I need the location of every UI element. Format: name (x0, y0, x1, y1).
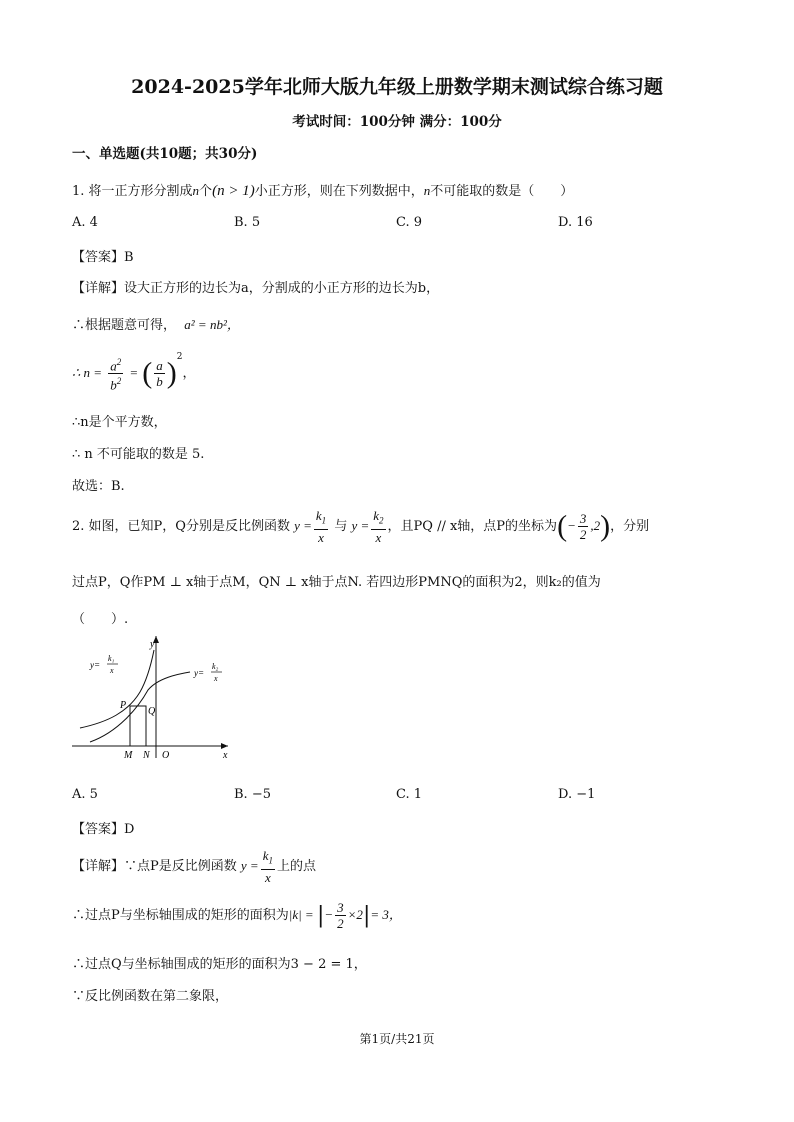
section-heading: 一、单选题(共10题；共30分) (72, 146, 258, 162)
q1-stem-part-d: 不可能取的数是（ ） (430, 184, 574, 199)
curve-k2-label-den: x (214, 674, 218, 683)
curve-k1-label-den: x (110, 666, 114, 675)
q2-detail-line-3: ∴过点Q与坐标轴围成的矩形的面积为3 − 2 = 1， (72, 957, 367, 972)
q1-option-c: C. 9 (396, 215, 423, 230)
q2-option-d: D. −1 (558, 787, 596, 802)
question-2-stem-line-2: 过点P，Q作PM ⊥ x轴于点M，QN ⊥ x轴于点N. 若四边形PMNQ的面积为2，则k₂的值为 (72, 575, 601, 590)
label-point-q: Q (148, 706, 156, 717)
q1-detail-line-4: ∴n是个平方数， (72, 415, 167, 430)
q2-option-a: A. 5 (72, 787, 98, 802)
q1-stem-part-a: 1. 将一正方形分割成 (72, 184, 193, 199)
question-1-stem (72, 180, 573, 200)
q1-detail-line-3: ∴ n = $\frac{a^2}{b^2}$ = ( $\frac{a}{b}$ )$^2$， (72, 352, 196, 393)
q2-detail-line-1: 【详解】∵点P是反比例函数 y = $\frac{k_1}{x}$ 上的点 (72, 848, 316, 885)
q1-variable-n: n (192, 183, 200, 198)
q1-option-a: A. 4 (72, 215, 98, 230)
q1-variable-n-2: n (423, 183, 431, 198)
q1-option-d: D. 16 (558, 215, 593, 230)
exam-info: 考试时间：100分钟 满分：100分 (292, 114, 502, 130)
curve-k2-label: y= (194, 668, 205, 678)
q1-stem-part-c: 小正方形，则在下列数据中， (254, 184, 424, 199)
x-axis-arrow (221, 743, 228, 749)
curve-k2 (90, 672, 190, 742)
q2-option-c: C. 1 (396, 787, 423, 802)
curve-k1-label-num: k₁ (108, 654, 115, 663)
label-point-p: P (120, 700, 127, 711)
label-point-n: N (143, 750, 150, 761)
curve-k1-label: y= (90, 660, 101, 670)
q1-detail-line-1: 【详解】设大正方形的边长为a，分割成的小正方形的边长为b， (72, 281, 440, 296)
q2-detail-line-4: ∵反比例函数在第二象限， (72, 989, 229, 1004)
label-x-axis: x (223, 750, 228, 761)
q1-detail-line-6: 故选：B. (72, 479, 125, 494)
q1-condition: (n > 1) (212, 183, 255, 199)
label-origin: O (162, 750, 170, 761)
q2-answer: 【答案】D (72, 822, 135, 837)
function-graph-figure (68, 632, 240, 764)
q2-detail-line-2: ∴过点P与坐标轴围成的矩形的面积为|k| = |− $\frac{3}{2}$ ×2|= 3， (72, 900, 402, 931)
document-title: 2024-2025学年北师大版九年级上册数学期末测试综合练习题 (131, 76, 663, 98)
q1-detail-line-5: ∴ n 不可能取的数是 5. (72, 447, 205, 462)
q1-stem-part-b: 个 (199, 184, 213, 199)
q1-answer: 【答案】B (72, 250, 134, 265)
label-y-axis: y (150, 639, 155, 650)
curve-k2-label-num: k₂ (212, 662, 219, 671)
question-2-stem-line-1: 2. 如图，已知P，Q分别是反比例函数 y = $\frac{k_1}{x}$ 与 y = $\frac{k_2}{x}$ ，且PQ // x轴，点P的坐标为(− $\frac{3}{2}$ ,2)，分别 (72, 508, 650, 545)
q1-detail-line-2: ∴根据题意可得， a² = nb²， (72, 317, 240, 333)
label-point-m: M (124, 750, 133, 761)
fraction-a-b: $\frac{a}{b}$ (156, 358, 163, 389)
q1-option-b: B. 5 (234, 215, 261, 230)
fraction-a2-b2: $\frac{a^2}{b^2}$ (110, 356, 122, 393)
question-2-stem-line-3: （ ）. (72, 612, 129, 627)
q2-option-b: B. −5 (234, 787, 271, 802)
page-footer: 第1页/共21页 (359, 1032, 435, 1046)
